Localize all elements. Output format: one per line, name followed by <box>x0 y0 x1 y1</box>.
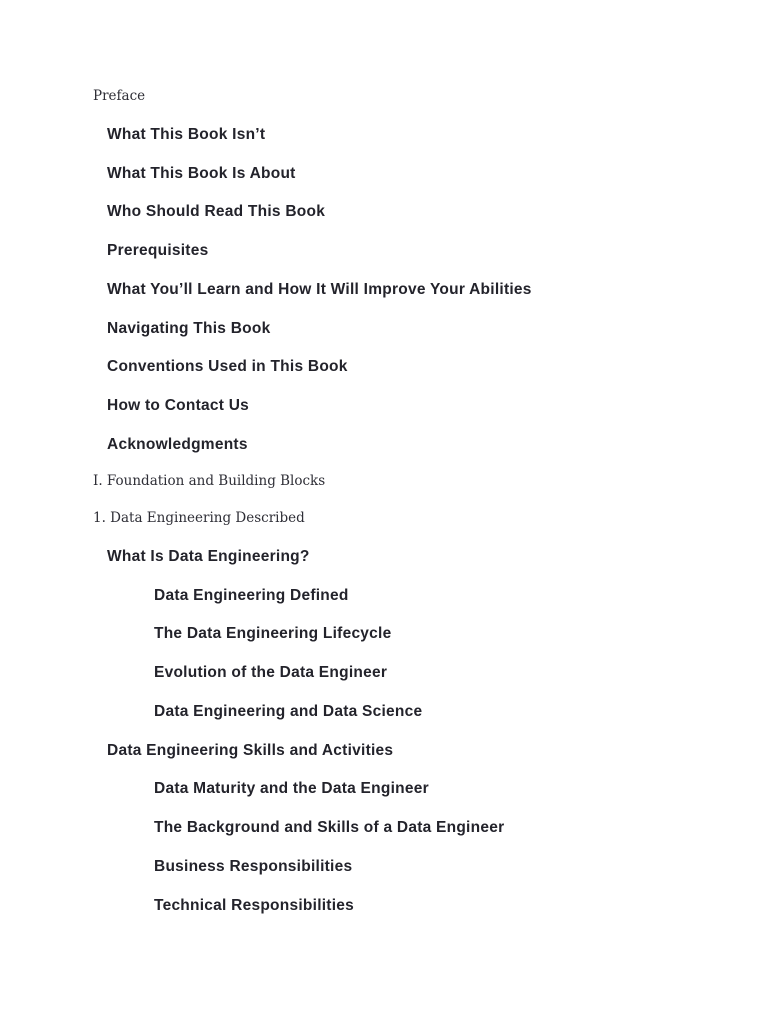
toc-entry-acknowledgments: Acknowledgments <box>107 436 248 453</box>
toc-entry-part-one: I. Foundation and Building Blocks <box>93 473 326 489</box>
toc-entry-prerequisites: Prerequisites <box>107 242 209 259</box>
toc-entry-lifecycle: The Data Engineering Lifecycle <box>154 625 392 642</box>
toc-entry-what-this-book-isnt: What This Book Isn’t <box>107 126 266 143</box>
toc-entry-data-maturity: Data Maturity and the Data Engineer <box>154 780 429 797</box>
toc-entry-contact-us: How to Contact Us <box>107 397 250 414</box>
toc-entry-background-skills: The Background and Skills of a Data Engineer <box>154 819 505 836</box>
toc-entry-technical-responsibilities: Technical Responsibilities <box>154 897 355 914</box>
toc-entry-what-is-data-engineering: What Is Data Engineering? <box>107 548 310 565</box>
toc-entry-what-youll-learn: What You’ll Learn and How It Will Improve Your Abilities <box>107 281 532 298</box>
toc-entry-business-responsibilities: Business Responsibilities <box>154 858 353 875</box>
toc-entry-chapter-one: 1. Data Engineering Described <box>93 510 305 526</box>
toc-entry-preface: Preface <box>93 88 146 104</box>
toc-entry-data-engineering-defined: Data Engineering Defined <box>154 587 349 604</box>
toc-entry-who-should-read: Who Should Read This Book <box>107 203 326 220</box>
toc-entry-evolution: Evolution of the Data Engineer <box>154 664 388 681</box>
toc-entry-data-science: Data Engineering and Data Science <box>154 703 423 720</box>
toc-entry-navigating: Navigating This Book <box>107 320 271 337</box>
toc-entry-skills-activities: Data Engineering Skills and Activities <box>107 742 394 759</box>
toc-entry-conventions: Conventions Used in This Book <box>107 358 348 375</box>
toc-entry-what-this-book-is-about: What This Book Is About <box>107 165 296 182</box>
